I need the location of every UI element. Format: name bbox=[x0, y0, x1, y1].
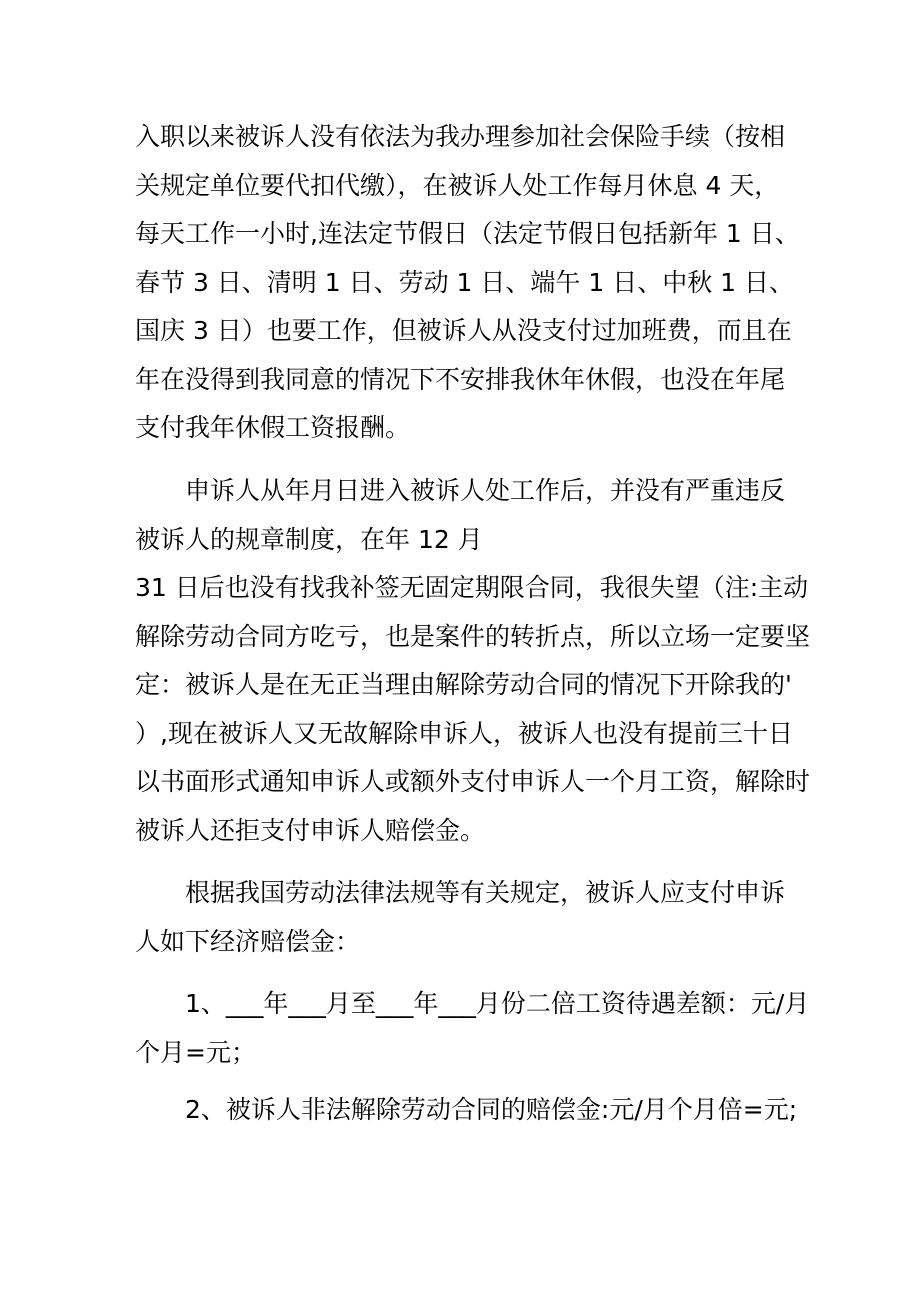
text-line: 国庆 3 日）也要工作，但被诉人从没支付过加班费，而且在 bbox=[135, 316, 792, 345]
text-line: 每天工作一小时,连法定节假日（法定节假日包括新年 1 日、 bbox=[135, 219, 800, 248]
paragraph-item-2 bbox=[135, 1086, 798, 1135]
paragraph-legal-basis bbox=[135, 869, 795, 966]
text-line: 定：被诉人是在无正当理由解除劳动合同的情况下开除我的' bbox=[135, 670, 792, 699]
text-line: 人如下经济赔偿金： bbox=[135, 926, 361, 956]
text-line: 申诉人从年月日进入被诉人处工作后，并没有严重违反 bbox=[135, 476, 786, 505]
paragraph-dismissal bbox=[135, 467, 811, 855]
text-line: 春节 3 日、清明 1 日、劳动 1 日、端午 1 日、中秋 1 日、 bbox=[135, 267, 794, 297]
text-line: 解除劳动合同方吃亏，也是案件的转折点，所以立场一定要坚 bbox=[135, 621, 811, 651]
text-line: 关规定单位要代扣代缴），在被诉人处工作每月休息 4 天， bbox=[135, 170, 780, 200]
text-line: 1、___年___月至___年___月份二倍工资待遇差额：元/月 bbox=[135, 989, 810, 1018]
text-line: 个月=元； bbox=[135, 1037, 256, 1067]
text-line: 被诉人还拒支付申诉人赔偿金。 bbox=[135, 815, 486, 845]
text-line: ）,现在被诉人又无故解除申诉人，被诉人也没有提前三十日 bbox=[135, 718, 793, 748]
text-line: 根据我国劳动法律法规等有关规定，被诉人应支付申诉 bbox=[135, 878, 786, 907]
text-line: 2、被诉人非法解除劳动合同的赔偿金:元/月个月倍=元; bbox=[135, 1095, 798, 1124]
text-line: 入职以来被诉人没有依法为我办理参加社会保险手续（按相 bbox=[135, 122, 786, 151]
paragraph-social-insurance bbox=[135, 113, 800, 453]
text-line: 31 日后也没有找我补签无固定期限合同，我很失望（注:主动 bbox=[135, 573, 809, 602]
paragraph-item-1 bbox=[135, 980, 810, 1077]
text-line: 支付我年休假工资报酬。 bbox=[135, 413, 411, 442]
text-line: 被诉人的规章制度，在年 12 月 bbox=[135, 524, 483, 554]
text-line: 年在没得到我同意的情况下不安排我休年休假，也没在年尾 bbox=[135, 364, 786, 394]
text-line: 以书面形式通知申诉人或额外支付申诉人一个月工资，解除时 bbox=[135, 767, 811, 796]
